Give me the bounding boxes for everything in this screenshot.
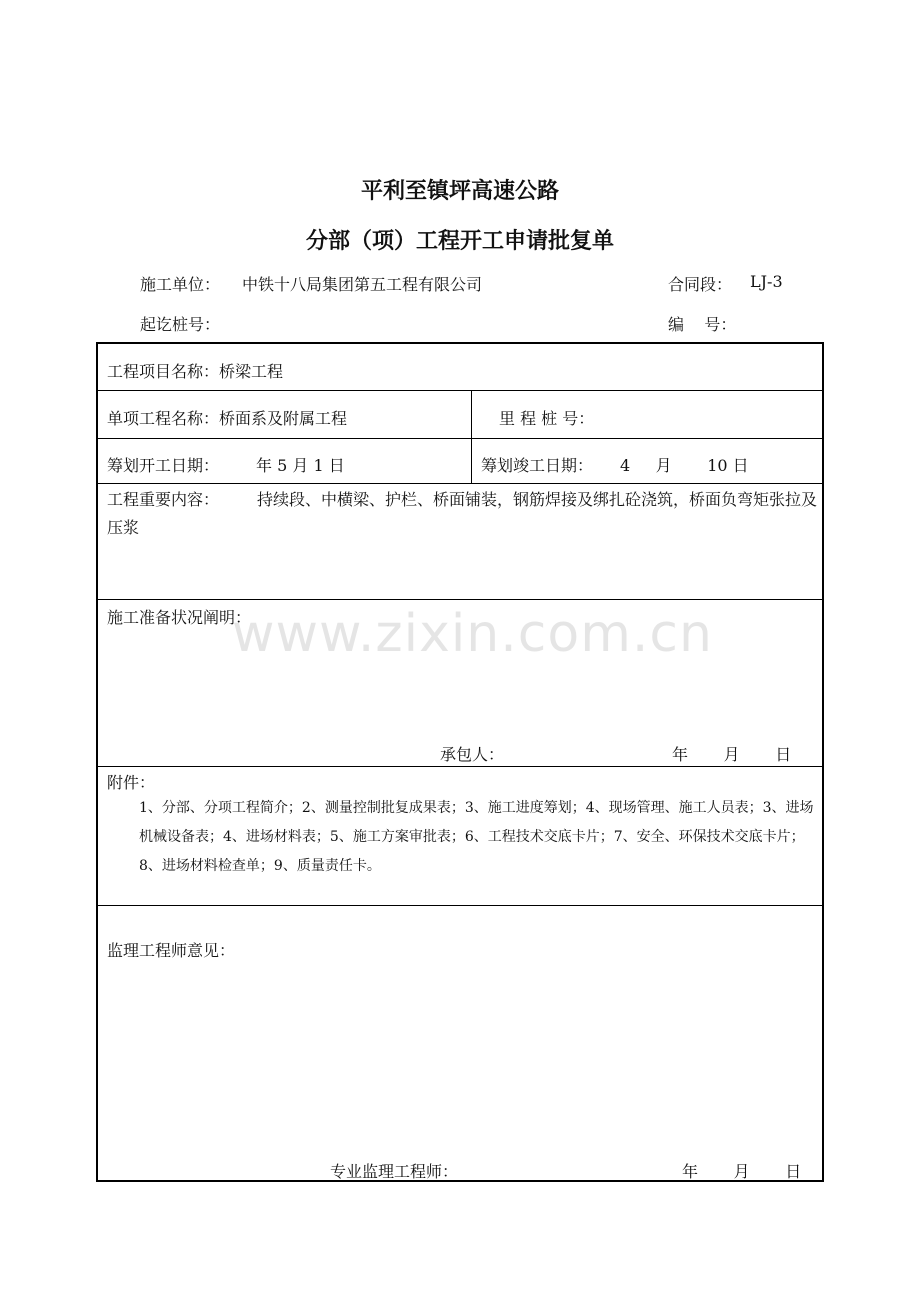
start-date-label: 筹划开工日期： — [107, 456, 220, 475]
row-divider — [98, 390, 822, 391]
start-date-value: 年 5 月 1 日 — [256, 456, 345, 475]
number-label: 编 号： — [668, 315, 737, 334]
supervisor-opinion-label: 监理工程师意见： — [107, 941, 236, 960]
engineer-label: 专业监理工程师： — [330, 1162, 459, 1181]
project-name: 工程项目名称：桥梁工程 — [107, 362, 284, 381]
end-date-label: 筹划竣工日期： — [481, 456, 594, 475]
row-divider — [98, 599, 822, 600]
item-name: 单项工程名称：桥面系及附属工程 — [107, 409, 348, 428]
document-title: 平利至镇坪高速公路 — [360, 179, 559, 204]
document-subtitle: 分部（项）工程开工申请批复单 — [305, 229, 614, 254]
approval-form — [96, 342, 824, 1182]
attachments-label: 附件： — [107, 773, 156, 792]
row-divider — [98, 905, 822, 906]
row-divider — [98, 766, 822, 767]
content-cell — [107, 486, 819, 542]
station-label: 起讫桩号： — [140, 315, 221, 334]
contract-value: LJ-3 — [750, 272, 783, 291]
content-value: 持续段、中横梁、护栏、桥面铺装，钢筋焊接及绑扎砼浇筑，桥面负弯矩张拉及压浆 — [107, 490, 818, 537]
contractor-date: 年 月 日 — [672, 745, 792, 764]
end-date-value: 4 月 10 日 — [620, 456, 749, 475]
engineer-date: 年 月 日 — [682, 1162, 802, 1181]
contract-label: 合同段： — [668, 275, 733, 294]
content-label: 工程重要内容： — [107, 490, 220, 509]
column-divider — [471, 390, 472, 483]
attachments-list: 1、分部、分项工程简介；2、测量控制批复成果表；3、施工进度筹划；4、现场管理、施工人员表；3、进场机械设备表；4、进场材料表；5、施工方案审批表；6、工程技术交底卡片；7、安全、环保技术交底卡片；8、进场材料检查单；9、质量责任卡。 — [139, 800, 814, 874]
watermark: www.zixin.com.cn — [232, 604, 713, 664]
unit-value: 中铁十八局集团第五工程有限公司 — [242, 275, 483, 294]
row-divider — [98, 438, 822, 439]
preparation-label: 施工准备状况阐明： — [107, 608, 252, 627]
row-divider — [98, 483, 822, 484]
unit-label: 施工单位： — [140, 275, 221, 294]
contractor-label: 承包人： — [440, 745, 505, 764]
mileage-label: 里 程 桩 号： — [499, 409, 595, 428]
